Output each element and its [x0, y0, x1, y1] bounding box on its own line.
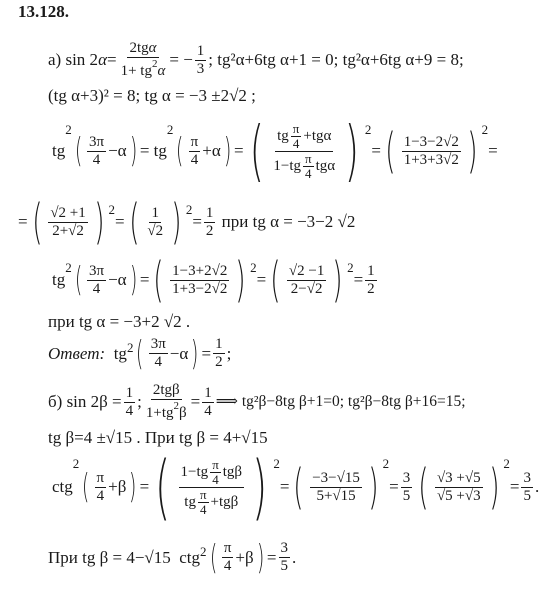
part-a-line-5: tg 2 ( $\frac{3\pi}{4}$ −α ) = ( $\frac{1-3+2√2}{1+3-2√2}$ ) $^2$ = ( $\frac{√2 -1}{2-√2}$ ) $^2$ = $\frac{1}{2}$: [52, 252, 375, 308]
part-a-line-1: а) sin 2 α = $\frac{\text{2tgα}}{1+ tg^2\alpha}$ = − $\frac{1}{3}$ ; tg²α+6tg α+1 = 0; tg²α+6tg α+9 = 8;: [48, 40, 464, 79]
part-a-answer: Ответ: tg $^2$ ( $\frac{3\pi}{4}$ −α ) = $\frac{1}{2}$ ;: [48, 333, 232, 374]
part-b-line-1-end: ⟹ tg²β−8tg β+1=0; tg²β−8tg β+16=15;: [215, 393, 466, 410]
part-a-line-6: при tg α = −3+2 √2 .: [48, 312, 191, 331]
part-b-line-1: б) sin 2β = $\frac{1}{4}$ ; $\frac{\text{2tgβ}}{1+tg^2\beta}$ = $\frac{1}{4}$ ⟹ tg²β−8tg β+1=0; tg²β−8tg β+16=15;: [48, 382, 466, 421]
part-a-condition-1: при tg α = −3−2 √2: [221, 212, 356, 231]
part-b-line-2: tg β=4 ±√15 . При tg β = 4+√15: [48, 428, 268, 447]
answer-label: Ответ:: [48, 343, 106, 363]
problem-number: 13.128.: [18, 2, 69, 21]
part-b-last-prefix: При tg β = 4−√15: [48, 547, 171, 567]
part-b-line-3: ctg 2 ( $\frac{\pi}{4}$ +β ) = ( 1−tg $\frac{\pi}{4}$ tgβ tg $\frac{\pi}{4}$ +tgβ ) $^2$ = ( $\frac{-3-√15}{5+√15}$ ) $^2$ = $\frac{3}{5}$ ( $\frac{√3 +√5}{√5 +√3}$ ) $^2$ = $\frac{3}{5}$ .: [52, 446, 540, 528]
part-b-last-line: При tg β = 4−√15 ctg $^2$ ( $\frac{\pi}{4}$ +β ) = $\frac{3}{5}$ .: [48, 537, 297, 578]
part-a-line-4: = ( $\frac{√2 +1}{2+√2}$ ) $^2$ = ( $\frac{1}{√2}$ ) $^2$ = $\frac{1}{2}$ при tg α = −3−2 √2: [18, 194, 356, 250]
part-b-label: б): [48, 392, 63, 411]
part-a-line-1-end: ; tg²α+6tg α+1 = 0; tg²α+6tg α+9 = 8;: [208, 50, 464, 69]
part-a-label: а): [48, 50, 62, 69]
part-a-line-2: (tg α+3)² = 8; tg α = −3 ±2√2 ;: [48, 86, 256, 105]
part-a-line-3: tg 2 ( $\frac{3\pi}{4}$ −α ) = tg $^2$ ( $\frac{\pi}{4}$ +α ) = ( tg $\frac{\pi}{4}$ +tgα 1−tg $\frac{\pi}{4}$ tgα ) $^2$ = ( $\frac{1-3-2√2}{1+3+3√2}$ ) $^2$ =: [52, 112, 498, 189]
